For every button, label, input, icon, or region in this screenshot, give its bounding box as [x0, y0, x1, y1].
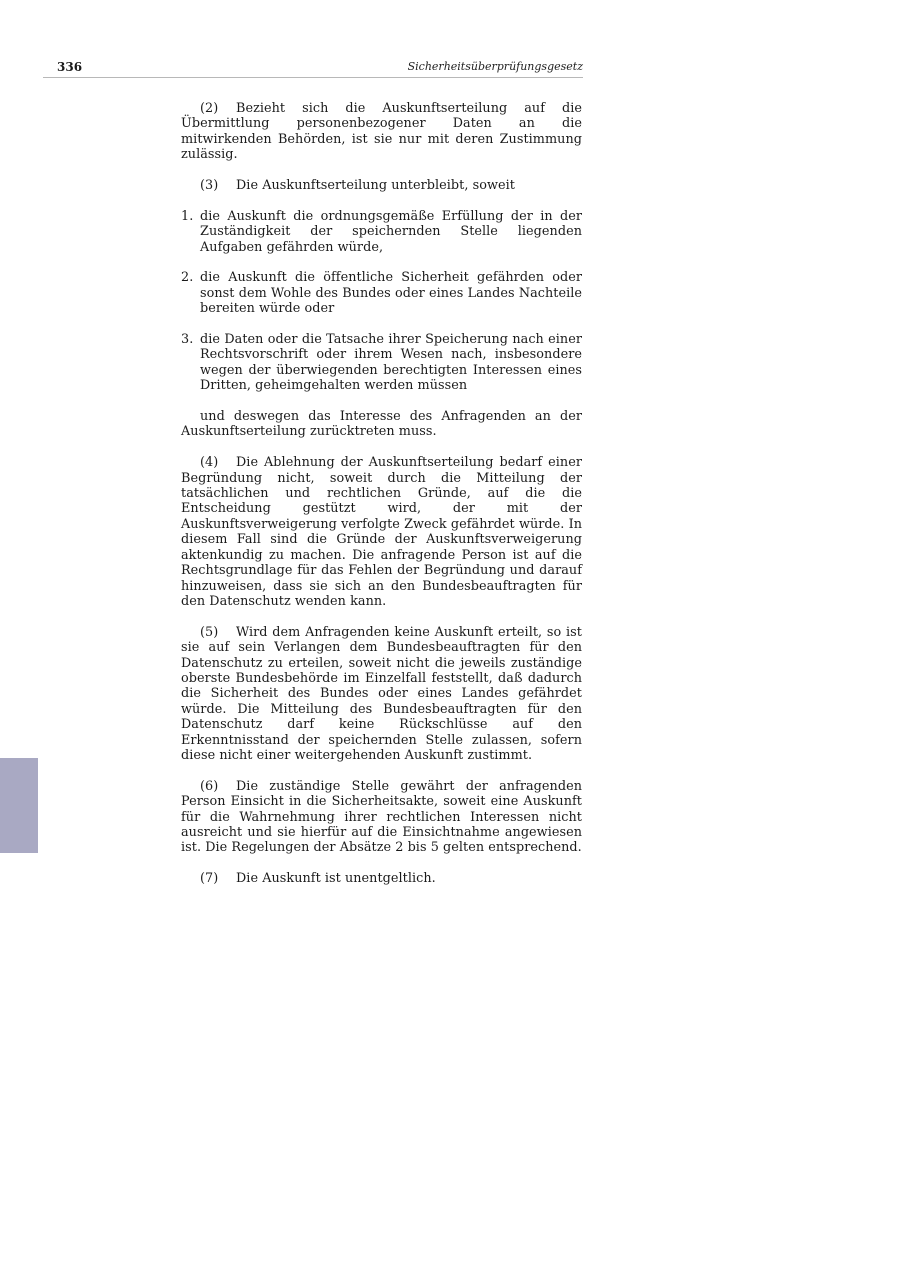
page-header — [43, 59, 583, 78]
running-title: Sicherheitsüberprüfungsgesetz — [407, 60, 583, 73]
paragraph-number: (7) — [200, 871, 219, 887]
paragraph-2 — [181, 101, 582, 163]
list-item-1 — [181, 209, 582, 255]
paragraph-number: (5) — [200, 624, 219, 640]
list-item-text: die Auskunft die ordnungsgemäße Erfüllung der in der Zuständigkeit der speichernden Stelle liegenden Aufgaben gefährden würde, — [200, 208, 582, 255]
paragraph-number: (3) — [200, 178, 219, 194]
page-number: 336 — [57, 60, 83, 74]
paragraph-7 — [181, 871, 582, 886]
paragraph-3-continuation: und deswegen das Interesse des Anfragenden an der Auskunftserteilung zurücktreten muss. — [181, 409, 582, 440]
paragraph-number: (4) — [200, 455, 219, 471]
list-marker: 2. — [181, 270, 194, 286]
paragraph-3 — [181, 178, 582, 193]
paragraph-5 — [181, 625, 582, 764]
paragraph-text: Bezieht sich die Auskunftserteilung auf die Übermittlung personenbezogener Daten an die mitwirkenden Behörden, ist sie nur mit deren Zustimmung zulässig. — [181, 101, 582, 163]
list-item-2 — [181, 270, 582, 316]
paragraph-4 — [181, 455, 582, 609]
paragraph-number: (6) — [200, 778, 219, 794]
list-item-text: die Daten oder die Tatsache ihrer Speicherung nach einer Rechtsvorschrift oder ihrem Wesen nach, insbesondere wegen der überwiegenden berechtigten Interessen eines Dritten, geheimgehalten werden müssen — [200, 332, 582, 394]
paragraph-6 — [181, 779, 582, 856]
paragraph-text: Die Auskunft ist unentgeltlich. — [236, 871, 436, 887]
paragraph-number: (2) — [200, 101, 219, 116]
list-item-3 — [181, 332, 582, 394]
paragraph-text: Die Auskunftserteilung unterbleibt, soweit — [236, 178, 515, 194]
document-body — [181, 101, 582, 902]
paragraph-text: Wird dem Anfragenden keine Auskunft erteilt, so ist sie auf sein Verlangen dem Bundesbeauftragten für den Datenschutz zu erteilen, soweit nicht die jeweils zuständige oberste Bundesbehörde im Einzelfall feststellt, daß dadurch die Sicherheit des Bundes oder eines Landes gefährdet würde. Die Mitteilung des Bundesbeauftragten für den Datenschutz darf keine Rückschlüsse auf den Erkenntnisstand der speichernden Stelle zulassen, sofern diese nicht einer weitergehenden Auskunft zustimmt. — [181, 624, 582, 763]
paragraph-text: Die Ablehnung der Auskunftserteilung bedarf einer Begründung nicht, soweit durch die Mitteilung der tatsächlichen und rechtlichen Gründe, auf die die Entscheidung gestützt wird, der mit der Auskunftsverweigerung verfolgte Zweck gefährdet würde. In diesem Fall sind die Gründe der Auskunftsverweigerung aktenkundig zu machen. Die anfragende Person ist auf die Rechtsgrundlage für das Fehlen der Begründung und darauf hinzuweisen, dass sie sich an den Bundesbeauftragten für den Datenschutz wenden kann. — [181, 455, 582, 609]
list-marker: 1. — [181, 208, 194, 224]
chapter-thumb-tab — [0, 758, 38, 853]
paragraph-text: Die zuständige Stelle gewährt der anfragenden Person Einsicht in die Sicherheitsakte, soweit eine Auskunft für die Wahrnehmung ihrer rechtlichen Interessen nicht ausreicht und sie hierfür auf die Einsichtnahme angewiesen ist. Die Regelungen der Absätze 2 bis 5 gelten entsprechend. — [181, 778, 582, 856]
list-marker: 3. — [181, 332, 194, 348]
list-item-text: die Auskunft die öffentliche Sicherheit gefährden oder sonst dem Wohle des Bundes oder eines Landes Nachteile bereiten würde oder — [200, 270, 582, 317]
